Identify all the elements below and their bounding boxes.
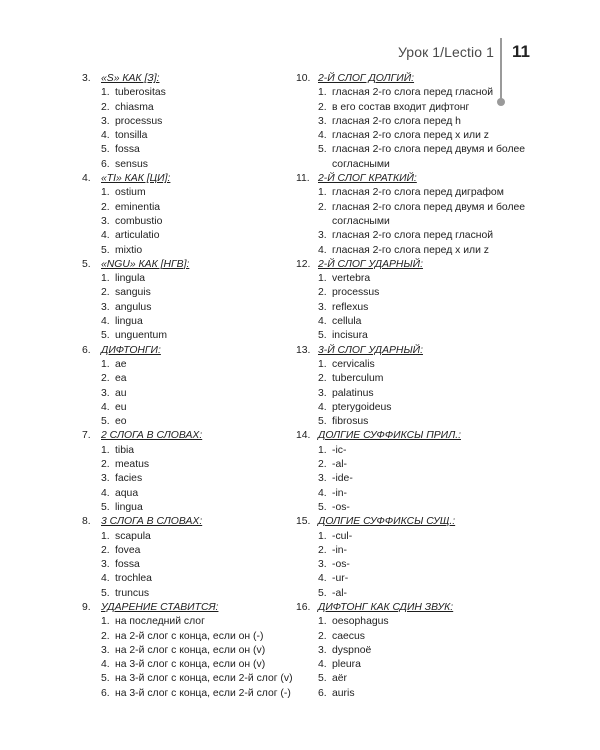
list-item-text: гласная 2-го слога перед диграфом — [332, 187, 504, 199]
list-item-number: 5. — [101, 244, 110, 256]
exercise-section — [82, 601, 294, 701]
list-item-text: chiasma — [115, 101, 154, 113]
list-item-text: гласная 2-го слога перед гласной — [332, 230, 494, 242]
list-item — [82, 158, 294, 172]
list-item-text: scapula — [115, 530, 151, 542]
list-item — [82, 358, 294, 372]
exercise-section — [82, 429, 294, 515]
list-item-text: cellula — [332, 316, 362, 328]
list-item — [296, 530, 526, 544]
list-item — [82, 415, 294, 429]
list-item-text: trochlea — [115, 573, 152, 585]
section-title: 2-Й СЛОГ УДАРНЫЙ: — [318, 258, 423, 270]
exercise-section — [82, 515, 294, 601]
list-item-text: palatinus — [332, 387, 374, 399]
list-item-text: fibrosus — [332, 416, 369, 428]
list-item-number: 1. — [101, 273, 110, 285]
list-item-number: 4. — [101, 401, 110, 413]
list-item-number: 4. — [101, 659, 110, 671]
section-number: 9. — [82, 601, 91, 613]
list-item — [82, 630, 294, 644]
list-item-text: eu — [115, 401, 127, 413]
list-item-number: 2. — [318, 101, 327, 113]
list-item-text: pterygoideus — [332, 401, 392, 413]
list-item-text: angulus — [115, 301, 152, 313]
list-item — [82, 672, 294, 686]
list-item-number: 6. — [101, 687, 110, 699]
list-item — [82, 143, 294, 157]
list-item-number: 2. — [318, 373, 327, 385]
list-item-text: гласная 2-го слога перед двумя и более согласными — [332, 201, 526, 227]
list-item — [296, 372, 526, 386]
list-item — [82, 186, 294, 200]
list-item-text: -al- — [332, 587, 348, 599]
list-item-text: sanguis — [115, 287, 151, 299]
list-item — [296, 329, 526, 343]
list-item — [82, 229, 294, 243]
list-item — [296, 615, 526, 629]
list-item-number: 2. — [318, 287, 327, 299]
list-item-number: 3. — [318, 473, 327, 485]
list-item — [296, 487, 526, 501]
list-item-text: reflexus — [332, 301, 369, 313]
list-item-text: на 3-й слог с конца, если 2-й слог (-) — [115, 687, 291, 699]
section-title: 3-Й СЛОГ УДАРНЫЙ: — [318, 344, 423, 356]
list-item-text: truncus — [115, 587, 150, 599]
list-item-number: 6. — [101, 158, 110, 170]
list-item-text: на 3-й слог с конца, если 2-й слог (v) — [115, 673, 293, 685]
list-item — [82, 658, 294, 672]
list-item-text: ostium — [115, 187, 146, 199]
list-item-text: tibia — [115, 444, 135, 456]
list-item-text: на 2-й слог с конца, если он (v) — [115, 644, 266, 656]
list-item-text: гласная 2-го слога перед двумя и более согласными — [332, 144, 526, 170]
list-item-text: articulatio — [115, 230, 160, 242]
right-column — [296, 72, 526, 701]
list-item-text: fovea — [115, 544, 141, 556]
list-item-number: 1. — [318, 358, 327, 370]
section-number: 12. — [296, 258, 311, 270]
list-item-text: tonsilla — [115, 130, 148, 142]
list-item — [82, 444, 294, 458]
section-number: 10. — [296, 73, 311, 84]
list-item — [82, 587, 294, 601]
list-item — [82, 458, 294, 472]
list-item-text: гласная 2-го слога перед x или z — [332, 244, 489, 256]
section-number: 15. — [296, 516, 311, 528]
list-item-number: 4. — [318, 244, 327, 256]
list-item — [296, 115, 526, 129]
list-item-number: 3. — [101, 215, 110, 227]
section-title: «TI» КАК [ЦИ]: — [101, 173, 171, 185]
list-item-number: 3. — [101, 473, 110, 485]
list-item-text: -cul- — [332, 530, 353, 542]
list-item-text: sensus — [115, 158, 148, 170]
list-item-number: 5. — [318, 501, 327, 513]
list-item-text: fossa — [115, 144, 140, 156]
list-item-text: -os- — [332, 559, 350, 571]
section-heading — [296, 258, 526, 272]
list-item-number: 1. — [101, 87, 110, 99]
list-item-number: 4. — [101, 130, 110, 142]
list-item — [296, 201, 526, 230]
list-item — [82, 501, 294, 515]
list-item-text: -ide- — [332, 473, 353, 485]
list-item-number: 5. — [318, 673, 327, 685]
section-title: ДОЛГИЕ СУФФИКСЫ ПРИЛ.: — [318, 430, 461, 442]
list-item-text: -in- — [332, 544, 348, 556]
section-title: УДАРЕНИЕ СТАВИТСЯ: — [101, 601, 219, 613]
list-item — [296, 558, 526, 572]
list-item-text: auris — [332, 687, 355, 699]
list-item — [296, 644, 526, 658]
section-number: 11. — [296, 173, 310, 185]
page-number: 11 — [512, 42, 530, 61]
list-item-number: 3. — [318, 644, 327, 656]
list-item — [82, 530, 294, 544]
list-item — [82, 329, 294, 343]
list-item — [296, 101, 526, 115]
list-item-text: meatus — [115, 459, 150, 471]
list-item — [296, 672, 526, 686]
page-header — [0, 38, 600, 66]
list-item-text: fossa — [115, 559, 140, 571]
list-item — [82, 687, 294, 701]
exercise-section — [296, 258, 526, 344]
list-item-text: mixtio — [115, 244, 143, 256]
list-item-number: 1. — [318, 187, 327, 199]
list-item — [296, 444, 526, 458]
list-item — [82, 372, 294, 386]
section-heading — [82, 429, 294, 443]
list-item-number: 1. — [101, 530, 110, 542]
exercise-section — [296, 429, 526, 515]
section-heading — [82, 601, 294, 615]
list-item-number: 5. — [101, 416, 110, 428]
list-item-text: ea — [115, 373, 127, 385]
section-heading — [296, 429, 526, 443]
list-item-number: 6. — [318, 687, 327, 699]
list-item-text: combustio — [115, 215, 163, 227]
section-title: «S» КАК [З]: — [101, 73, 160, 84]
section-heading — [82, 172, 294, 186]
list-item-text: -al- — [332, 459, 348, 471]
list-item — [296, 630, 526, 644]
section-title: 2-Й СЛОГ ДОЛГИЙ: — [318, 73, 415, 84]
list-item-text: eminentia — [115, 201, 161, 213]
exercise-section — [296, 344, 526, 430]
list-item-number: 3. — [101, 115, 110, 127]
section-heading — [82, 344, 294, 358]
list-item-number: 2. — [101, 630, 110, 642]
exercise-section — [82, 258, 294, 344]
exercise-section — [296, 515, 526, 601]
list-item-text: processus — [115, 115, 163, 127]
list-item-text: au — [115, 387, 127, 399]
list-item-number: 2. — [318, 630, 327, 642]
list-item-number: 5. — [318, 144, 327, 156]
list-item — [296, 143, 526, 172]
list-item-text: aqua — [115, 487, 139, 499]
list-item-number: 5. — [101, 673, 110, 685]
list-item — [296, 229, 526, 243]
list-item-text: lingula — [115, 273, 146, 285]
list-item — [82, 315, 294, 329]
list-item-text: ae — [115, 358, 127, 370]
list-item-number: 4. — [318, 659, 327, 671]
list-item — [82, 558, 294, 572]
list-item-number: 2. — [101, 201, 110, 213]
list-item-text: oesophagus — [332, 616, 389, 628]
section-heading — [82, 515, 294, 529]
list-item — [296, 244, 526, 258]
list-item-number: 4. — [101, 230, 110, 242]
exercise-section — [82, 72, 294, 172]
list-item-text: гласная 2-го слога перед гласной — [332, 87, 494, 99]
list-item-number: 1. — [318, 616, 327, 628]
list-item-number: 2. — [318, 459, 327, 471]
list-item — [296, 687, 526, 701]
section-number: 3. — [82, 73, 91, 84]
exercise-section — [82, 172, 294, 258]
section-heading — [296, 515, 526, 529]
list-item — [296, 286, 526, 300]
list-item — [296, 544, 526, 558]
list-item-number: 1. — [101, 187, 110, 199]
list-item-number: 1. — [318, 87, 327, 99]
list-item-number: 5. — [318, 587, 327, 599]
list-item-text: -in- — [332, 487, 348, 499]
list-item-number: 2. — [101, 373, 110, 385]
list-item-text: tuberculum — [332, 373, 384, 385]
list-item-text: гласная 2-го слога перед h — [332, 115, 461, 127]
list-item-number: 5. — [101, 144, 110, 156]
list-item-number: 5. — [101, 587, 110, 599]
list-item-text: facies — [115, 473, 143, 485]
list-item-number: 4. — [318, 487, 327, 499]
list-item-text: pleura — [332, 659, 361, 671]
list-item-number: 3. — [101, 644, 110, 656]
section-number: 8. — [82, 516, 91, 528]
list-item — [296, 415, 526, 429]
list-item-text: unguentum — [115, 330, 167, 342]
exercise-section — [296, 172, 526, 258]
section-number: 16. — [296, 601, 311, 613]
lesson-title: Урок 1/Lectio 1 — [397, 44, 494, 60]
list-item-number: 3. — [318, 387, 327, 399]
list-item — [82, 644, 294, 658]
list-item-number: 1. — [318, 444, 327, 456]
list-item — [296, 587, 526, 601]
list-item — [296, 401, 526, 415]
list-item — [296, 458, 526, 472]
list-item-text: lingua — [115, 316, 143, 328]
list-item — [82, 215, 294, 229]
section-heading — [296, 601, 526, 615]
list-item-text: lingua — [115, 501, 143, 513]
list-item-text: aër — [332, 673, 348, 685]
list-item — [296, 572, 526, 586]
exercise-section — [82, 344, 294, 430]
section-title: ДОЛГИЕ СУФФИКСЫ СУЩ.: — [318, 516, 456, 528]
section-number: 13. — [296, 344, 311, 356]
list-item-number: 3. — [101, 387, 110, 399]
list-item — [296, 86, 526, 100]
list-item — [82, 272, 294, 286]
list-item-number: 1. — [101, 616, 110, 628]
list-item — [82, 286, 294, 300]
list-item — [82, 244, 294, 258]
list-item-number: 1. — [318, 273, 327, 285]
list-item-text: -ic- — [332, 444, 347, 456]
section-title: «NGU» КАК [НГВ]: — [101, 258, 190, 270]
list-item-text: на 3-й слог с конца, если он (v) — [115, 659, 266, 671]
list-item-number: 3. — [101, 559, 110, 571]
list-item-number: 4. — [318, 130, 327, 142]
list-item — [296, 358, 526, 372]
list-item-number: 4. — [101, 573, 110, 585]
section-title: 3 СЛОГА В СЛОВАХ: — [101, 516, 203, 528]
list-item-number: 3. — [318, 115, 327, 127]
list-item-number: 4. — [101, 487, 110, 499]
list-item-number: 5. — [318, 330, 327, 342]
list-item-number: 4. — [318, 401, 327, 413]
list-item-number: 3. — [318, 230, 327, 242]
list-item-number: 2. — [101, 101, 110, 113]
list-item-number: 1. — [101, 358, 110, 370]
list-item — [82, 544, 294, 558]
section-title: ДИФТОНГИ: — [101, 344, 161, 356]
section-heading — [296, 344, 526, 358]
list-item — [296, 501, 526, 515]
section-heading — [296, 72, 526, 86]
exercise-section — [296, 601, 526, 701]
list-item — [82, 387, 294, 401]
left-column — [82, 72, 294, 701]
section-number: 14. — [296, 430, 311, 442]
list-item-text: dyspnoë — [332, 644, 372, 656]
list-item-text: гласная 2-го слога перед x или z — [332, 130, 489, 142]
list-item-number: 3. — [318, 559, 327, 571]
section-number: 6. — [82, 344, 91, 356]
list-item-number: 2. — [318, 201, 327, 213]
list-item-number: 2. — [101, 544, 110, 556]
list-item-text: eo — [115, 416, 127, 428]
list-item — [82, 401, 294, 415]
section-number: 7. — [82, 430, 91, 442]
list-item-number: 1. — [101, 444, 110, 456]
list-item-text: -os- — [332, 501, 350, 513]
list-item-number: 4. — [101, 316, 110, 328]
list-item-text: на последний слог — [115, 616, 205, 628]
list-item-number: 2. — [101, 459, 110, 471]
section-title: 2 СЛОГА В СЛОВАХ: — [101, 430, 203, 442]
section-title: ДИФТОНГ КАК СДИН ЗВУК: — [318, 601, 454, 613]
list-item-number: 3. — [318, 301, 327, 313]
list-item — [82, 86, 294, 100]
list-item-text: на 2-й слог с конца, если он (-) — [115, 630, 264, 642]
list-item-text: incisura — [332, 330, 368, 342]
list-item — [82, 129, 294, 143]
list-item — [82, 301, 294, 315]
section-heading — [82, 258, 294, 272]
list-item — [296, 272, 526, 286]
list-item-number: 4. — [318, 573, 327, 585]
section-heading — [82, 72, 294, 86]
list-item-number: 4. — [318, 316, 327, 328]
list-item-text: tuberositas — [115, 87, 166, 99]
section-heading — [296, 172, 526, 186]
list-item — [296, 387, 526, 401]
list-item-text: caecus — [332, 630, 365, 642]
exercise-section — [296, 72, 526, 172]
list-item-number: 3. — [101, 301, 110, 313]
list-item-text: processus — [332, 287, 380, 299]
section-number: 4. — [82, 173, 91, 185]
list-item — [296, 658, 526, 672]
list-item — [82, 615, 294, 629]
list-item — [82, 572, 294, 586]
list-item-number: 1. — [318, 530, 327, 542]
list-item — [82, 472, 294, 486]
section-title: 2-Й СЛОГ КРАТКИЙ: — [318, 173, 417, 185]
list-item-text: vertebra — [332, 273, 371, 285]
list-item — [82, 115, 294, 129]
list-item — [82, 201, 294, 215]
list-item-text: cervicalis — [332, 358, 375, 370]
section-number: 5. — [82, 258, 91, 270]
list-item-number: 5. — [101, 330, 110, 342]
list-item — [296, 129, 526, 143]
list-item-number: 2. — [101, 287, 110, 299]
list-item-text: в его состав входит дифтонг — [332, 101, 470, 113]
list-item — [82, 487, 294, 501]
list-item-number: 5. — [101, 501, 110, 513]
list-item-number: 5. — [318, 416, 327, 428]
list-item-number: 2. — [318, 544, 327, 556]
list-item — [296, 186, 526, 200]
list-item — [296, 301, 526, 315]
list-item — [296, 315, 526, 329]
list-item — [82, 101, 294, 115]
list-item — [296, 472, 526, 486]
list-item-text: -ur- — [332, 573, 349, 585]
